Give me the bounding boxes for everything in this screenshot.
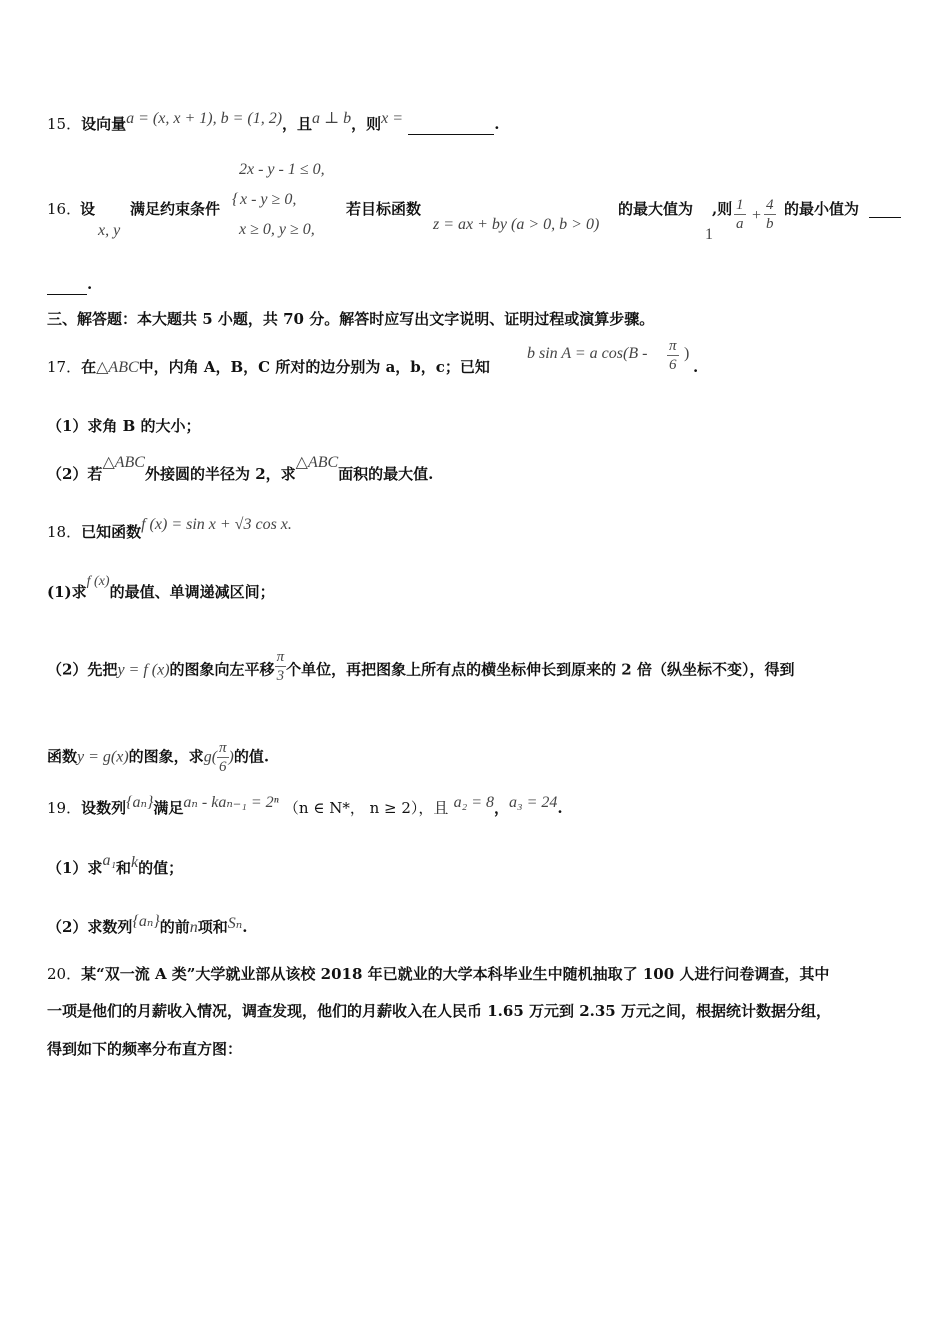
q18-part-3: 函数y = g(x)的图象，求g( $\frac{\pi}{6}$ )的值. <box>47 740 270 775</box>
q16-fraction-1-over-a: $\frac{1}{a}$ <box>736 197 744 232</box>
q20-line-1: 20．某“双一流 A 类”大学就业部从该校 2018 年已就业的大学本科毕业生中随机抽取了 100 人进行问卷调查，其中 <box>47 965 830 983</box>
section-3-heading: 三、解答题：本大题共 5 小题，共 70 分。解答时应写出文字说明、证明过程或演算步骤。 <box>47 310 655 328</box>
q16-constraint-2: x - y ≥ 0, <box>240 191 297 208</box>
q16-answer-blank-a <box>869 199 901 218</box>
q15-vectors: a = (x, x + 1), b = (1, 2) <box>126 110 283 127</box>
q17-equation-left: b sin A = a cos(B - <box>527 345 648 362</box>
q16-brace: { <box>232 191 239 208</box>
q18-fraction-pi-over-3: $\frac{\pi}{3}$ <box>276 649 285 684</box>
q16-constraint-1: 2x - y - 1 ≤ 0, <box>239 161 325 178</box>
q18-part-1: (1)求f (x)的最值、单调递减区间； <box>47 574 275 601</box>
q18-function: f (x) = sin x + √3 cos x. <box>141 516 292 533</box>
q16-max-value: 1 <box>705 226 713 243</box>
q17-part-2: （2）若△ABC外接圆的半径为 2，求△ABC面积的最大值. <box>47 454 434 483</box>
q18-fraction-pi-over-6: $\frac{\pi}{6}$ <box>219 740 227 775</box>
q15-answer-blank <box>408 114 494 135</box>
q19-part-1: （1）求a₁和k的值； <box>47 852 184 877</box>
q19-recurrence: aₙ - kaₙ₋₁ = 2ⁿ <box>183 794 279 811</box>
q19-line: 19．设数列{aₙ}满足aₙ - kaₙ₋₁ = 2ⁿ （n ∈ N*， n ≥ 2），且 a₂ = 8，a₃ = 24. <box>47 794 563 817</box>
q16-constraint-3: x ≥ 0, y ≥ 0, <box>239 221 315 238</box>
q17-line: 17．在△ABC中，内角 A，B，C 所对的边分别为 a，b，c；已知 <box>47 358 490 376</box>
q17-part-1: （1）求角 B 的大小； <box>47 417 201 435</box>
q19-part-2: （2）求数列{aₙ}的前n项和Sₙ. <box>47 913 248 936</box>
q15-line: 15．设向量a = (x, x + 1), b = (1, 2)，且a ⊥ b，则x = . <box>47 110 500 133</box>
q16-fraction-4-over-b: $\frac{4}{b}$ <box>766 197 774 232</box>
q16-continuation: . <box>47 274 92 295</box>
q18-part-2: （2）先把y = f (x)的图象向左平移 $\frac{\pi}{3}$ 个单位，再把图象上所有点的横坐标伸长到原来的 2 倍（纵坐标不变），得到 <box>47 649 795 684</box>
q20-line-3: 得到如下的频率分布直方图： <box>47 1040 243 1058</box>
q16-objective: z = ax + by (a > 0, b > 0) <box>433 216 600 233</box>
q17-fraction-pi-over-6: $\frac{\pi}{6}$ <box>669 338 677 373</box>
q16-answer-blank-b <box>47 274 87 295</box>
q16-number: 16． <box>47 200 82 218</box>
q15-number: 15． <box>47 115 82 133</box>
q18-line: 18．已知函数f (x) = sin x + √3 cos x. <box>47 516 292 541</box>
q16-vars: x, y <box>98 222 121 239</box>
q20-line-2: 一项是他们的月薪收入情况，调查发现，他们的月薪收入在人民币 1.65 万元到 2.35 万元之间，根据统计数据分组， <box>47 1002 831 1020</box>
